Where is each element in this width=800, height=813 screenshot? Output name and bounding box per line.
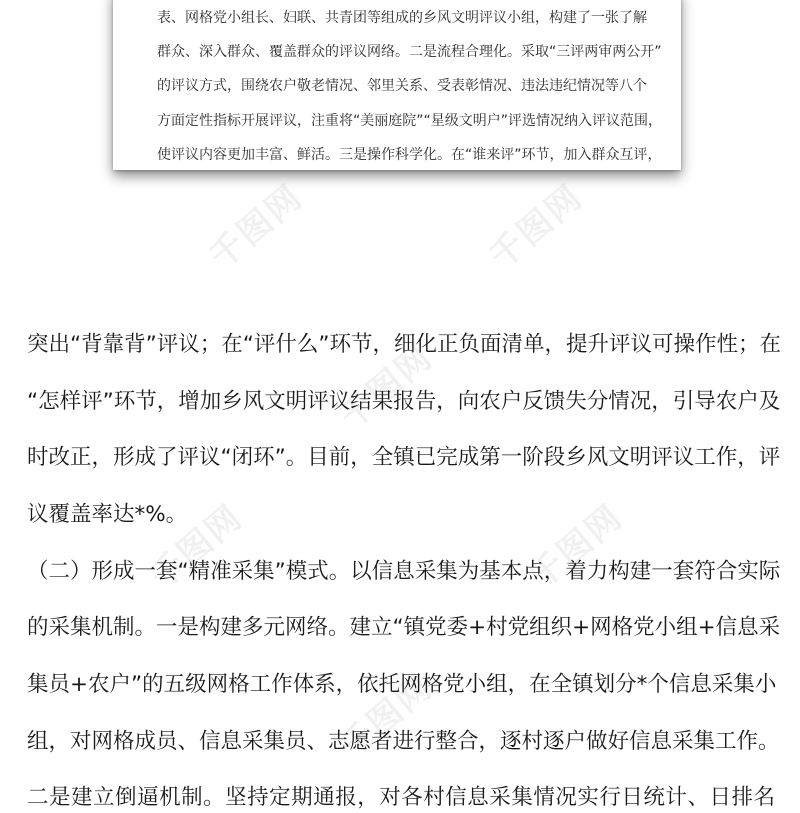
body-line: 二是建立倒逼机制。坚持定期通报，对各村信息采集情况实行日统计、日排名: [27, 785, 775, 810]
body-line: 的采集机制。一是构建多元网络。建立“镇党委+村党组织+网格党小组+信息采: [27, 615, 781, 640]
watermark: 千图网: [482, 177, 591, 278]
excerpt-line: 方面定性指标开展评议，注重将“美丽庭院”“星级文明户”评选情况纳入评议范围，: [157, 113, 663, 129]
excerpt-line: 的评议方式，围绕农户敬老情况、邻里关系、受表彰情况、违法违纪情况等八个: [157, 78, 647, 94]
watermark: 千图网: [142, 497, 251, 598]
excerpt-line: 群众、深入群众、覆盖群众的评议网络。二是流程合理化。采取“三评两审两公开”: [157, 44, 662, 60]
excerpt-card: [113, 0, 681, 170]
body-line: （二）形成一套“精准采集”模式。以信息采集为基本点，着力构建一套符合实际: [27, 559, 781, 584]
watermark: 千图网: [202, 177, 311, 278]
body-line: 组，对网格成员、信息采集员、志愿者进行整合，逐村逐户做好信息采集工作。: [27, 729, 780, 754]
body-line: 时改正，形成了评议“闭环”。目前，全镇已完成第一阶段乡风文明评议工作，评: [27, 445, 781, 470]
body-line: 突出“背靠背”评议；在“评什么”环节，细化正负面清单，提升评议可操作性；在: [27, 332, 782, 357]
excerpt-line: 使评议内容更加丰富、鲜活。三是操作科学化。在“谁来评”环节，加入群众互评，: [157, 147, 662, 163]
excerpt-line: 表、网格党小组长、妇联、共青团等组成的乡风文明评议小组，构建了一张了解: [157, 10, 647, 26]
body-line: “怎样评”环节，增加乡风文明评议结果报告，向农户反馈失分情况，引导农户及: [27, 389, 781, 414]
body-line: 议覆盖率达*%。: [27, 502, 188, 527]
body-line: 集员+农户”的五级网格工作体系，依托网格党小组，在全镇划分*个信息采集小: [27, 672, 777, 697]
watermark: 千图网: [332, 667, 441, 768]
watermark: 千图网: [522, 497, 631, 598]
watermark: 千图网: [332, 337, 441, 438]
